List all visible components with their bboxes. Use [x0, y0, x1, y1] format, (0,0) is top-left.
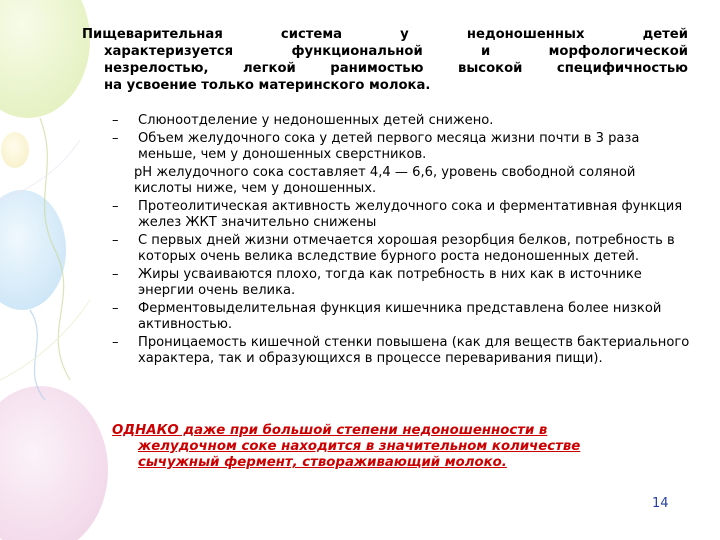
list-item: [112, 233, 697, 265]
list-dash: –: [112, 113, 119, 128]
list-item: [112, 113, 697, 129]
list-dash: –: [112, 301, 119, 316]
list-item-text: Слюноотделение у недоношенных детей снижено.: [138, 113, 494, 128]
note-line: желудочном соке находится в значительном количестве: [138, 439, 581, 454]
balloon-blue: [0, 190, 66, 310]
list-item-text: рН желудочного сока составляет 4,4 — 6,6, уровень свободной соляной кислоты ниже, чем у доношенных.: [134, 165, 636, 196]
balloon-green: [0, 0, 90, 118]
list-item-text: Проницаемость кишечной стенки повышена (как для веществ бактериального характера, так и образующихся в процессе переваривания пищи).: [138, 335, 690, 366]
list-item: [112, 131, 697, 163]
list-dash: –: [112, 131, 119, 146]
intro-line: характеризуется функциональной и морфологической: [104, 44, 688, 59]
feature-list: [112, 113, 697, 369]
list-item-text: Ферментовыделительная функция кишечника представлена более низкой активностью.: [138, 301, 662, 332]
intro-paragraph: [82, 26, 688, 94]
intro-line: на усвоение только материнского молока.: [104, 78, 431, 93]
balloon-yellow: [1, 132, 29, 168]
intro-line: Пищеварительная система у недоношенных детей: [82, 27, 688, 42]
intro-line: незрелостью, легкой ранимостью высокой специфичностью: [104, 61, 688, 76]
list-item: [112, 301, 697, 333]
page-number: 14: [652, 496, 669, 511]
list-item-text: Протеолитическая активность желудочного сока и ферментативная функция желез ЖКТ значительно снижены: [138, 199, 683, 230]
balloon-pink: [0, 386, 108, 540]
list-item: [112, 335, 697, 367]
list-dash: –: [112, 199, 119, 214]
note-line: сычужный фермент, створаживающий молоко.: [138, 455, 507, 470]
list-item-text: Объем желудочного сока у детей первого месяца жизни почти в 3 раза меньше, чем у доношенных сверстников.: [138, 131, 640, 162]
list-dash: –: [112, 267, 119, 282]
list-item: [112, 199, 697, 231]
list-item-text: С первых дней жизни отмечается хорошая резорбция белков, потребность в которых очень велика вследствие бурного роста недоношенных детей.: [138, 233, 675, 264]
list-item-text: Жиры усваиваются плохо, тогда как потребность в них как в источнике энергии очень велика.: [138, 267, 642, 298]
highlight-note: [112, 423, 672, 471]
list-item: [112, 165, 697, 197]
list-dash: –: [112, 233, 119, 248]
list-item: [112, 267, 697, 299]
note-line: ОДНАКО даже при большой степени недоношенности в: [112, 423, 548, 438]
list-dash: –: [112, 335, 119, 350]
